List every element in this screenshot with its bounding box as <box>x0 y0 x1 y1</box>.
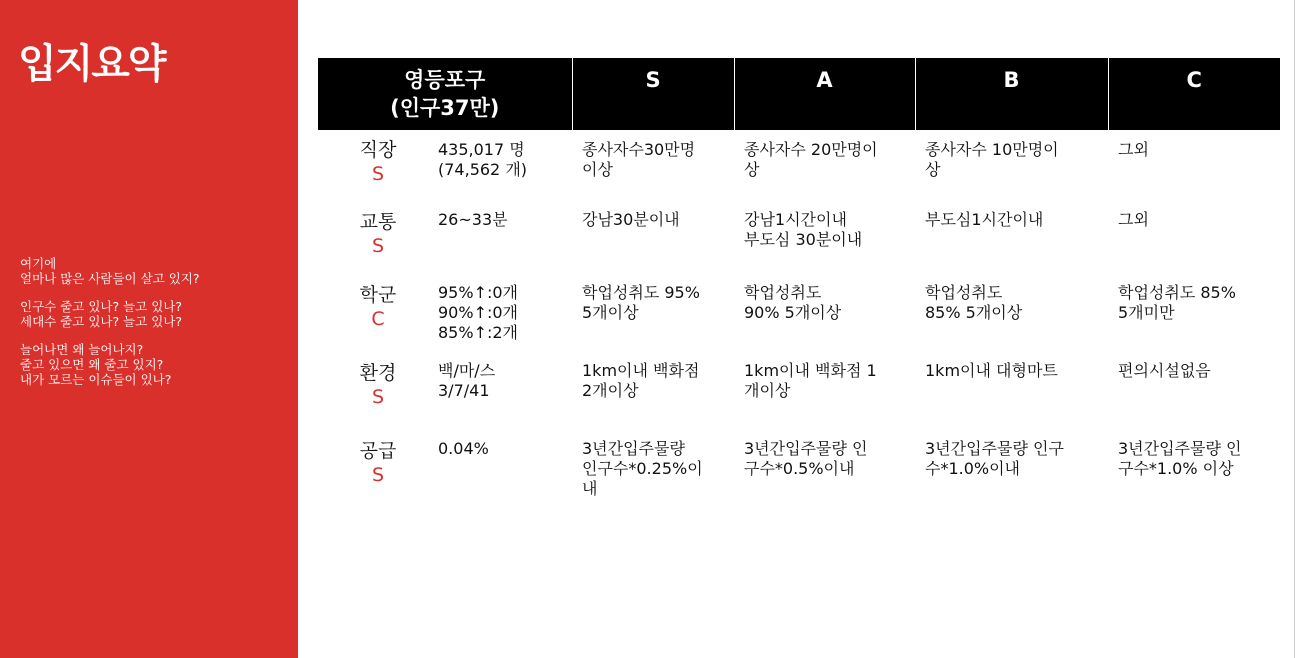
row-category <box>318 130 438 208</box>
criteria-s: 학업성취도 95% 5개이상 <box>582 283 700 322</box>
sidebar <box>0 0 298 658</box>
row-value: 435,017 명 (74,562 개) <box>438 140 528 179</box>
question-group: 여기에 얼마나 많은 사람들이 살고 있지? <box>20 256 200 286</box>
criteria-b: 학업성취도 85% 5개이상 <box>925 283 1023 322</box>
criteria-s: 강남30분이내 <box>582 210 680 229</box>
criteria-c: 그외 <box>1118 140 1149 159</box>
header-region <box>318 58 572 130</box>
location-summary-table <box>318 58 1280 517</box>
criteria-c: 3년간입주물량 인 구수*1.0% 이상 <box>1118 439 1242 478</box>
row-category <box>318 359 438 437</box>
criteria-s: 종사자수30만명 이상 <box>582 140 696 179</box>
header-grade-s: S <box>572 58 734 130</box>
header-grade-b: B <box>915 58 1108 130</box>
table-row <box>318 130 1280 208</box>
category-grade: S <box>371 386 385 408</box>
criteria-a: 종사자수 20만명이 상 <box>744 140 878 179</box>
table-row <box>318 359 1280 437</box>
header-region-label: 영등포구 (인구37만) <box>390 68 500 120</box>
criteria-a: 1km이내 백화점 1 개이상 <box>744 361 877 400</box>
table-row <box>318 208 1280 281</box>
header-grade-a: A <box>734 58 915 130</box>
row-category <box>318 281 438 359</box>
criteria-b: 종사자수 10만명이 상 <box>925 140 1059 179</box>
row-category <box>318 437 438 517</box>
criteria-s: 1km이내 백화점 2개이상 <box>582 361 700 400</box>
category-label: 교통 <box>359 211 397 233</box>
question-group: 인구수 줄고 있나? 늘고 있나? 세대수 줄고 있나? 늘고 있나? <box>20 299 182 329</box>
category-grade: S <box>371 235 385 257</box>
category-label: 공급 <box>359 440 397 462</box>
criteria-a: 3년간입주물량 인 구수*0.5%이내 <box>744 439 868 478</box>
criteria-c: 편의시설없음 <box>1118 361 1211 380</box>
table-row <box>318 437 1280 517</box>
row-value: 백/마/스 3/7/41 <box>438 361 496 400</box>
category-label: 직장 <box>359 139 397 161</box>
guide-questions <box>20 256 200 400</box>
criteria-b: 1km이내 대형마트 <box>925 361 1058 380</box>
criteria-s: 3년간입주물량 인구수*0.25%이 내 <box>582 439 703 498</box>
category-label: 환경 <box>359 362 397 384</box>
header-grade-c: C <box>1108 58 1280 130</box>
page-title: 입지요약 <box>18 41 165 87</box>
criteria-c: 학업성취도 85% 5개미만 <box>1118 283 1236 322</box>
criteria-c: 그외 <box>1118 210 1149 229</box>
row-value: 26~33분 <box>438 210 508 229</box>
criteria-a: 학업성취도 90% 5개이상 <box>744 283 842 322</box>
row-value: 0.04% <box>438 439 489 458</box>
category-grade: S <box>371 464 385 486</box>
category-grade: C <box>371 308 385 330</box>
row-value: 95%↑:0개 90%↑:0개 85%↑:2개 <box>438 283 518 342</box>
criteria-b: 부도심1시간이내 <box>925 210 1044 229</box>
criteria-a: 강남1시간이내 부도심 30분이내 <box>744 210 863 249</box>
table-header-row <box>318 58 1280 130</box>
row-category <box>318 208 438 281</box>
category-grade: S <box>371 163 385 185</box>
category-label: 학군 <box>359 284 397 306</box>
question-group: 늘어나면 왜 늘어나지? 줄고 있으면 왜 줄고 있지? 내가 모르는 이슈들이 있나? <box>20 342 172 387</box>
criteria-b: 3년간입주물량 인구 수*1.0%이내 <box>925 439 1064 478</box>
table-row <box>318 281 1280 359</box>
